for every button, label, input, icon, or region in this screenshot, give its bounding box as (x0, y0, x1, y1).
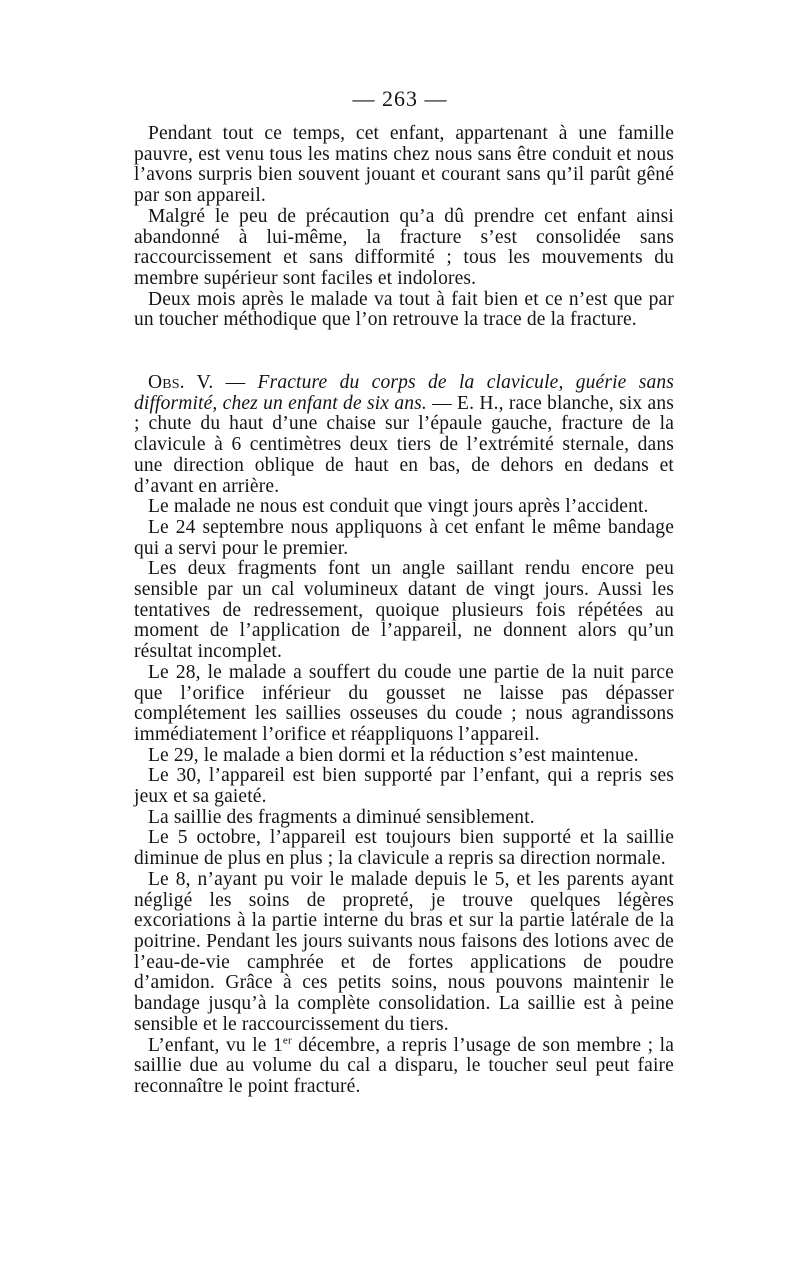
observation-heading (134, 373, 674, 497)
paragraph: Le 29, le malade a bien dormi et la réduction s’est maintenue. (148, 744, 639, 766)
paragraph: Malgré le peu de précaution qu’a dû prendre cet enfant ainsi abandonné à lui-même, la fracture s’est consolidée sans raccourcissement et sans difformité ; tous les mouvements du membre supérieur sont faciles et indolores. (134, 205, 674, 289)
paragraph: Pendant tout ce temps, cet enfant, appartenant à une famille pauvre, est venu tous les matins chez nous sans être conduit et nous l’avons surpris bien souvent jouant et courant sans qu’il parût gêné par son appareil. (134, 123, 674, 207)
paragraph: Le malade ne nous est conduit que vingt jours après l’accident. (148, 496, 649, 518)
page-number: — 263 — (352, 86, 448, 111)
paragraph: Le 30, l’appareil est bien supporté par l’enfant, qui a repris ses jeux et sa gaieté. (134, 765, 674, 808)
observation-dash: — (213, 372, 258, 393)
paragraph: Deux mois après le malade va tout à fait bien et ce n’est que par un toucher méthodique que l’on retrouve la trace de la fracture. (134, 288, 674, 331)
paragraph: Le 28, le malade a souffert du coude une partie de la nuit parce que l’orifice inférieur du gousset ne laisse pas dépasser complétement les saillies osseuses du coude ; nous agrandissons immédiatement l’orifice et réappliquons l’appareil. (134, 661, 674, 745)
observation-block (134, 373, 674, 1098)
ordinal-superscript: er (282, 1034, 292, 1046)
final-text-end: décembre, a repris l’usage de son membre ; la saillie due au volume du cal a disparu, le toucher seul peut faire reconnaître le point fracturé. (134, 1034, 674, 1097)
final-text-start: L’enfant, vu le 1 (148, 1034, 283, 1056)
text-block-top (134, 124, 674, 331)
observation-title: Fracture du corps de la clavicule, guérie sans difformité, chez un enfant de six ans. (134, 372, 674, 414)
observation-label: Obs. V. (148, 372, 214, 393)
paragraph: Le 8, n’ayant pu voir le malade depuis le 5, et les parents ayant négligé les soins de propreté, je trouve quelques légères excoriations à la partie interne du bras et sur la partie latérale de la poitrine. Pendant les jours suivants nous faisons des lotions avec de l’eau-de-vie camphrée et de fortes applications de poudre d’amidon. Grâce à ces petits soins, nous pouvons maintenir le bandage jusqu’à la complète consolidation. La saillie est à peine sensible et le raccourcissement du tiers. (134, 868, 674, 1035)
paragraph: Le 5 octobre, l’appareil est toujours bien supporté et la saillie diminue de plus en plus ; la clavicule a repris sa direction normale. (134, 827, 674, 870)
paragraph: Les deux fragments font un angle saillant rendu encore peu sensible par un cal volumineux datant de vingt jours. Aussi les tentatives de redressement, quoique plusieurs fois répétées au moment de l’application de l’appareil, ne donnent alors qu’un résultat incomplet. (134, 558, 674, 663)
paragraph: La saillie des fragments a diminué sensiblement. (148, 806, 535, 828)
paragraph: Le 24 septembre nous appliquons à cet enfant le même bandage qui a servi pour le premier. (134, 516, 674, 559)
observation-intro: — E. H., race blanche, six ans ; chute du haut d’une chaise sur l’épaule gauche, fracture de la clavicule à 6 centimètres deux tiers de l’extrémité sternale, dans une direction oblique de haut en bas, de dehors en dedans et d’avant en arrière. (134, 392, 674, 497)
paragraph-final (134, 1036, 674, 1098)
